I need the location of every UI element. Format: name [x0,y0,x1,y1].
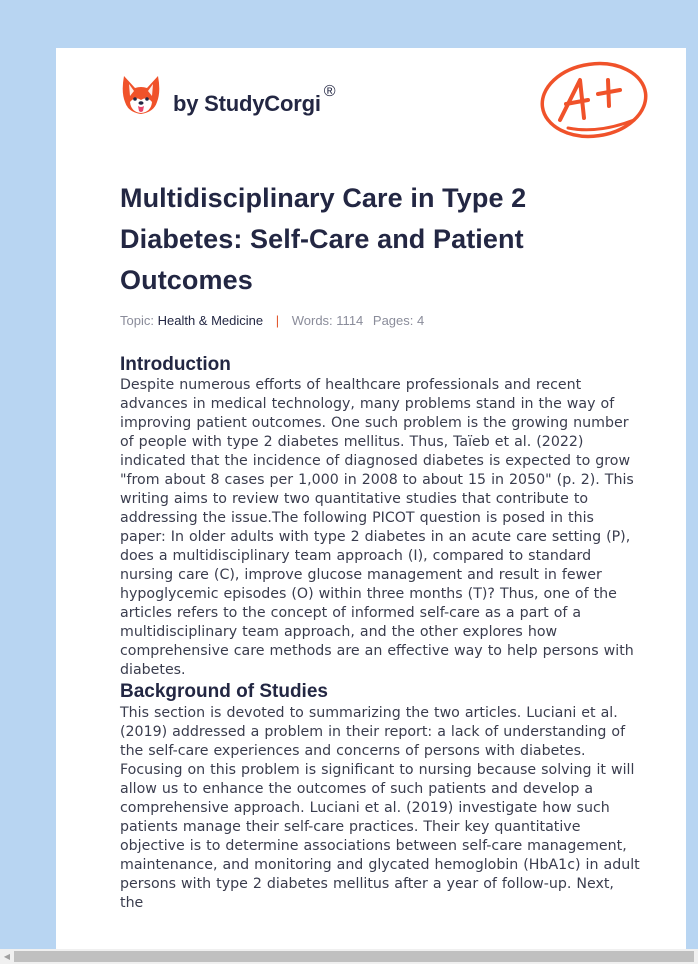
page-title: Multidisciplinary Care in Type 2 Diabetes: Self-Care and Patient Outcomes [120,183,527,295]
document-content [120,178,640,913]
page-count: Pages: 4 [372,313,425,328]
scroll-left-arrow-icon[interactable]: ◀ [3,952,11,961]
corgi-icon [121,74,161,122]
section-body-background: This section is devoted to summarizing the two articles. Luciani et al. (2019) addressed a problem in their report: a lack of understanding of the self-care experiences and concerns of persons with diabetes. Focusing on this problem is significant to nursing because solving it will allow us to enhance the outcomes of such patients and develop a comprehensive approach. Luciani et al. (2019) investigate how such patients manage their self-care practices. Their key quantitative objective is to determine associations between self-care management, maintenance, and monitoring and glycated hemoglobin (HbA1c) in adult persons with type 2 diabetes mellitus after a year of follow-up. Next, the [120,705,640,911]
document-meta [120,313,640,328]
section-heading-introduction: Introduction [120,354,231,375]
meta-separator: | [275,313,280,328]
scrollbar-thumb[interactable] [14,951,694,962]
topic-link[interactable]: Health & Medicine [157,313,264,328]
word-count: Words: 1114 [291,313,364,328]
section-body-introduction: Despite numerous efforts of healthcare professionals and recent advances in medical technology, many problems stand in the way of improving patient outcomes. One such problem is the growing number of people with type 2 diabetes mellitus. Thus, Taïeb et al. (2022) indicated that the incidence of diagnosed diabetes is expected to grow "from about 8 cases per 1,000 in 2008 to about 15 in 2050" (p. 2). This writing aims to review two quantitative studies that contribute to addressing the issue.The following PICOT question is posed in this paper: In older adults with type 2 diabetes in an acute care setting (P), does a multidisciplinary team approach (I), compared to standard nursing care (C), improve glucose management and result in fewer hypoglycemic episodes (O) within three months (T)? Thus, one of the articles refers to the concept of informed self-care as a part of a multidisciplinary team approach, and the other explores how comprehensive care methods are an effective way to help persons with diabetes. [120,377,634,678]
logo-text: by StudyCorgi [173,91,321,116]
page-header [56,48,686,158]
topic-label: Topic: [120,313,154,328]
a-plus-icon [538,58,650,146]
horizontal-scrollbar[interactable] [0,949,698,964]
registered-mark: ® [323,83,336,100]
document-page [56,48,686,952]
section-heading-background: Background of Studies [120,681,328,702]
studycorgi-logo[interactable] [121,74,336,122]
